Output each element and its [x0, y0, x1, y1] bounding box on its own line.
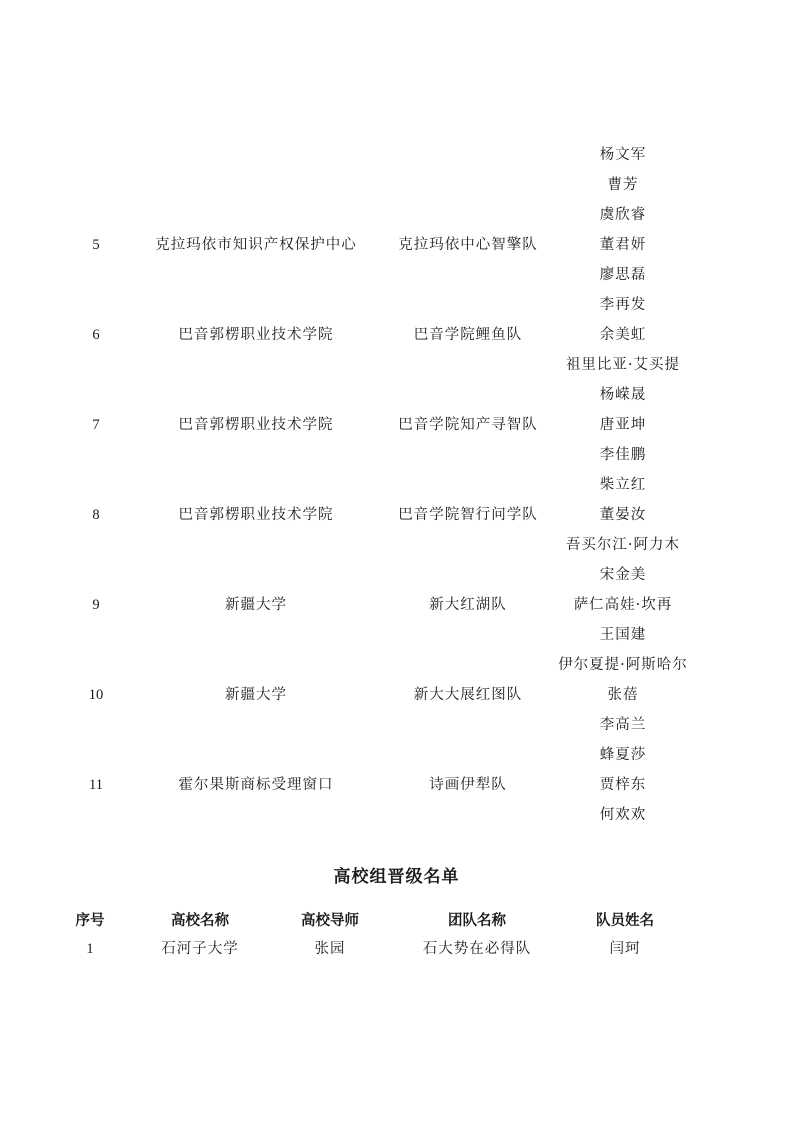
member-list: [548, 140, 698, 290]
row-number: 6: [92, 327, 100, 343]
member-name: 贾梓东: [599, 777, 647, 793]
member-name: 曹芳: [607, 177, 639, 193]
member-list: [548, 560, 698, 650]
header-mentor: 高校导师: [301, 913, 359, 929]
header-members: 队员姓名: [596, 913, 654, 929]
table-row: [0, 934, 793, 964]
team-name: 克拉玛依中心智擎队: [398, 237, 538, 253]
university-name: 霍尔果斯商标受理窗口: [178, 777, 334, 793]
member-name: 宋金美: [599, 567, 647, 583]
row-number: 7: [92, 417, 100, 433]
member-name: 张蓓: [607, 687, 639, 703]
row-number: 9: [92, 597, 100, 613]
member-name: 李佳鹏: [599, 447, 647, 463]
member-name: 蜂夏莎: [599, 747, 647, 763]
member-list: [548, 650, 698, 740]
member-name: 唐亚坤: [599, 417, 647, 433]
member-name: 闫珂: [609, 941, 641, 957]
team-name: 新大红湖队: [429, 597, 507, 613]
member-name: 王国建: [599, 627, 647, 643]
row-number: 1: [86, 941, 94, 957]
team-name: 新大大展红图队: [413, 687, 523, 703]
header-team: 团队名称: [448, 913, 506, 929]
member-list: [548, 470, 698, 560]
university-name: 克拉玛依市知识产权保护中心: [155, 237, 357, 253]
member-name: 李高兰: [599, 717, 647, 733]
team-name: 巴音学院知产寻智队: [398, 417, 538, 433]
team-name: 巴音学院智行问学队: [398, 507, 538, 523]
section-title: 高校组晋级名单: [333, 867, 460, 887]
header-no: 序号: [75, 913, 105, 929]
member-name: 李再发: [599, 297, 647, 313]
member-name: 柴立红: [599, 477, 647, 493]
row-number: 11: [89, 777, 103, 793]
header-university: 高校名称: [171, 913, 229, 929]
team-name: 诗画伊犁队: [429, 777, 507, 793]
member-name: 吾买尔江·阿力木: [565, 537, 681, 553]
member-name: 祖里比亚·艾买提: [565, 357, 681, 373]
member-name: 董晏汝: [599, 507, 647, 523]
member-list: [548, 290, 698, 380]
university-name: 巴音郭楞职业技术学院: [178, 507, 334, 523]
member-name: 何欢欢: [599, 807, 647, 823]
table-header: [0, 906, 793, 936]
member-name: 萨仁高娃·坎再: [573, 597, 673, 613]
member-name: 余美虹: [599, 327, 647, 343]
university-name: 新疆大学: [225, 597, 287, 613]
university-name: 新疆大学: [225, 687, 287, 703]
team-name: 石大势在必得队: [422, 941, 532, 957]
member-name: 廖思磊: [599, 267, 647, 283]
university-name: 巴音郭楞职业技术学院: [178, 327, 334, 343]
member-name: 虞欣睿: [599, 207, 647, 223]
mentor-name: 张园: [314, 941, 346, 957]
member-list: [548, 380, 698, 470]
row-number: 10: [88, 687, 104, 703]
member-name: 杨嵘晟: [599, 387, 647, 403]
member-name: 伊尔夏提·阿斯哈尔: [558, 657, 688, 673]
member-name: 董君妍: [599, 237, 647, 253]
row-number: 5: [92, 237, 100, 253]
university-name: 巴音郭楞职业技术学院: [178, 417, 334, 433]
university-name: 石河子大学: [161, 941, 239, 957]
team-name: 巴音学院鲤鱼队: [413, 327, 523, 343]
row-number: 8: [92, 507, 100, 523]
member-list: [548, 740, 698, 830]
member-name: 杨文军: [599, 147, 647, 163]
